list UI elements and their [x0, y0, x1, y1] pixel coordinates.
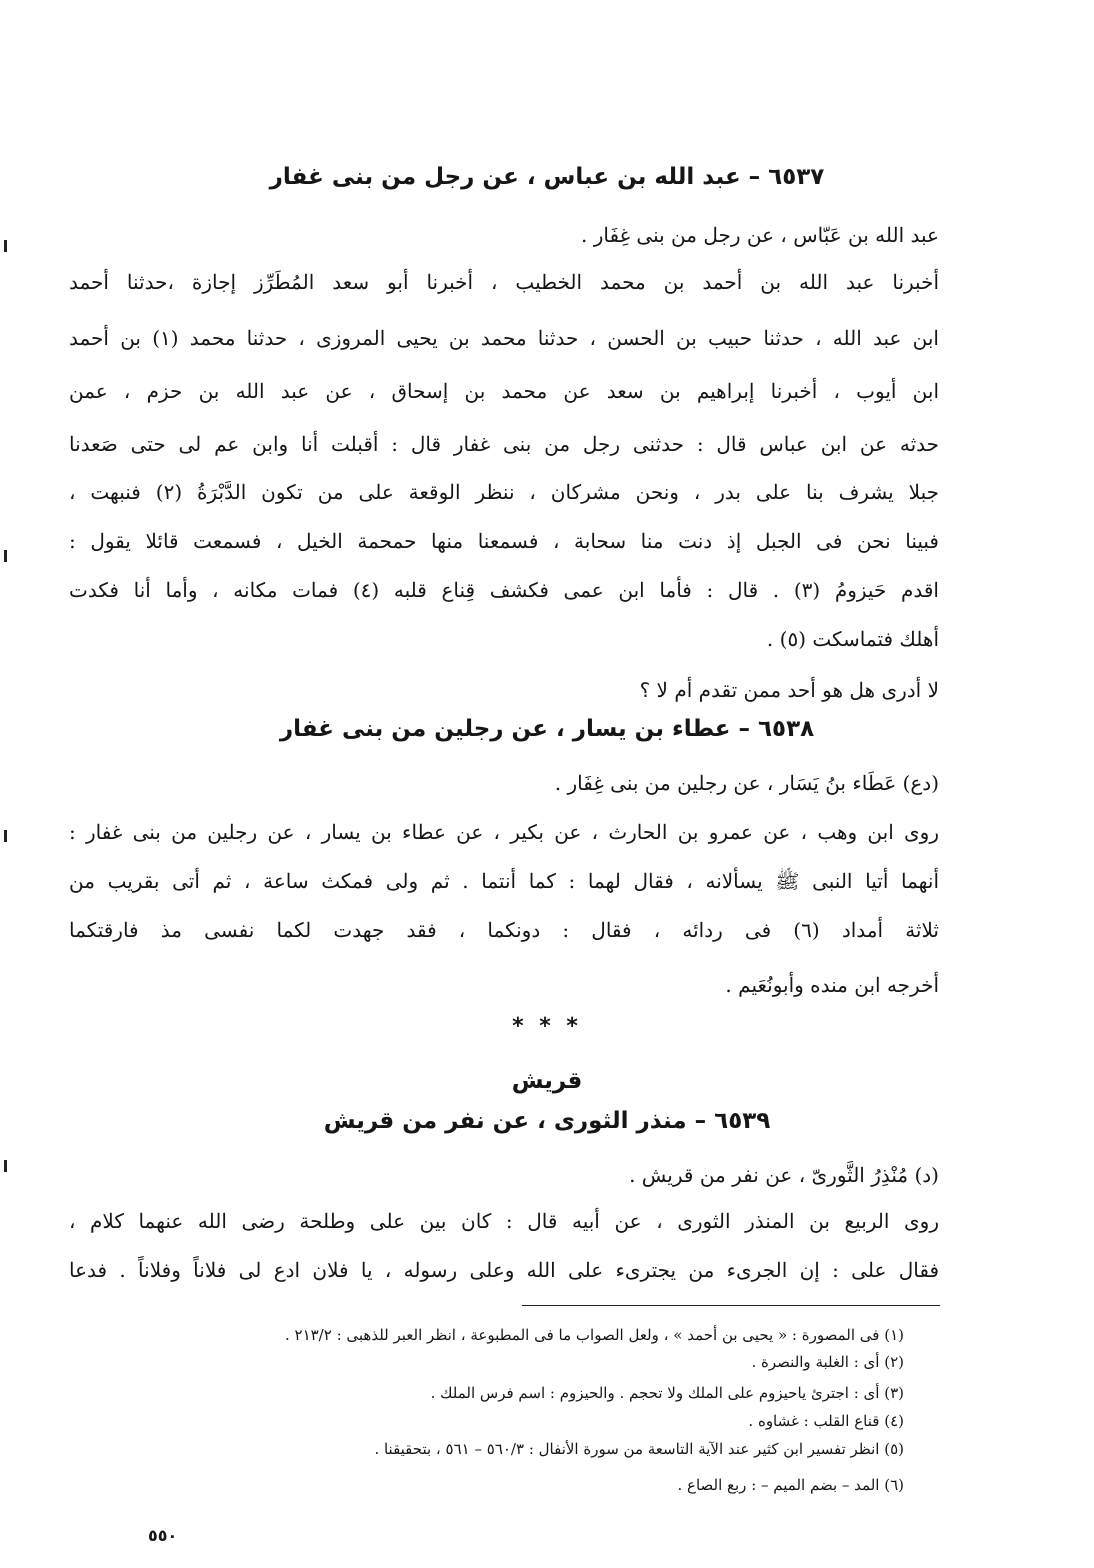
text-line: جبلا يشرف بنا على بدر ، ونحن مشركان ، ننظر الوقعة على من تكون الدَّبْرَةُ (٢) فنبهت ،	[69, 480, 939, 504]
footnote-rule	[522, 1305, 940, 1306]
scan-mark	[4, 830, 7, 842]
footnote: (٣) أى : اجترئ ياحيزوم على الملك ولا تحجم . والحيزوم : اسم فرس الملك .	[430, 1384, 904, 1402]
text-line: ثلاثة أمداد (٦) فى ردائه ، فقال : دونكما ، فقد جهدت لكما نفسى مذ فارقتكما	[69, 918, 939, 942]
text-line: روى ابن وهب ، عن عمرو بن الحارث ، عن بكير ، عن عطاء بن يسار ، عن رجلين من بنى غفار :	[69, 820, 939, 844]
text-line: أنهما أتيا النبى ﷺ يسألانه ، فقال لهما : كما أنتما . ثم ولى فمكث ساعة ، ثم أتى بقريب من	[69, 869, 939, 893]
footnote: (٤) قناع القلب : غشاوه .	[748, 1412, 904, 1430]
text-line: فقال على : إن الجرىء من يجترىء على الله وعلى رسوله ، يا فلان ادع لى فلاناً وفلاناً . فدعا	[69, 1258, 939, 1282]
text-line: روى الربيع بن المنذر الثورى ، عن أبيه قال : كان بين على وطلحة رضى الله عنهما كلام ،	[69, 1209, 939, 1233]
entry-title-line: (دع) عَطَاء بنُ يَسَار ، عن رجلين من بنى غِفَار .	[554, 771, 939, 795]
section-title: قريش	[511, 1068, 583, 1094]
page-number: ٥٥٠	[148, 1526, 178, 1545]
text-line: حدثه عن ابن عباس قال : حدثنى رجل من بنى غفار قال : أقبلت أنا وابن عم لى حتى صَعدنا	[69, 432, 939, 456]
text-line: أخبرنا عبد الله بن أحمد بن محمد الخطيب ، أخبرنا أبو سعد المُطَرِّز إجازة ،حدثنا أحمد	[69, 270, 939, 294]
text-line: فبينا نحن فى الجبل إذ دنت منا سحابة ، فسمعنا منها حمحمة الخيل ، فسمعت قائلا يقول :	[69, 529, 939, 553]
text-line: أهلك فتماسكت (٥) .	[766, 627, 939, 651]
entry-title-line: عبد الله بن عَبّاس ، عن رجل من بنى غِفَار .	[581, 223, 939, 247]
footnote: (٦) المد – بضم الميم – : ربع الصاع .	[677, 1476, 904, 1494]
text-line: ابن عبد الله ، حدثنا حبيب بن الحسن ، حدثنا محمد بن يحيى المروزى ، حدثنا محمد (١) بن أحمد	[69, 326, 939, 350]
entry-title-line: (د) مُنْذِرُ الثَّورىّ ، عن نفر من قريش .	[629, 1163, 939, 1187]
scan-mark	[4, 550, 7, 562]
text-line: ابن أيوب ، أخبرنا إبراهيم بن سعد عن محمد بن إسحاق ، عن عبد الله بن حزم ، عمن	[69, 379, 939, 403]
scan-mark	[4, 240, 7, 252]
section-separator: * * *	[512, 1014, 582, 1039]
footnote: (٢) أى : الغلبة والنصرة .	[751, 1353, 904, 1371]
footnote: (١) فى المصورة : « يحيى بن أحمد » ، ولعل الصواب ما فى المطبوعة ، انظر العبر للذهبى : ٢١٣/٢ .	[284, 1326, 904, 1344]
text-line: اقدم حَيزومُ (٣) . قال : فأما ابن عمى فكشف قِناع قلبه (٤) فمات مكانه ، وأما أنا فكدت	[69, 578, 939, 602]
text-line: أخرجه ابن منده وأبونُعَيم .	[725, 973, 939, 997]
entry-heading-6538: ٦٥٣٨ – عطاء بن يسار ، عن رجلين من بنى غفار	[279, 716, 815, 742]
entry-heading-6537: ٦٥٣٧ – عبد الله بن عباس ، عن رجل من بنى غفار	[269, 164, 825, 190]
footnote: (٥) انظر تفسير ابن كثير عند الآية التاسعة من سورة الأنفال : ٥٦٠/٣ – ٥٦١ ، بتحقيقنا .	[374, 1440, 904, 1458]
scan-mark	[4, 1160, 7, 1172]
entry-heading-6539: ٦٥٣٩ – منذر الثورى ، عن نفر من قريش	[323, 1108, 771, 1134]
text-line: لا أدرى هل هو أحد ممن تقدم أم لا ؟	[639, 678, 939, 702]
